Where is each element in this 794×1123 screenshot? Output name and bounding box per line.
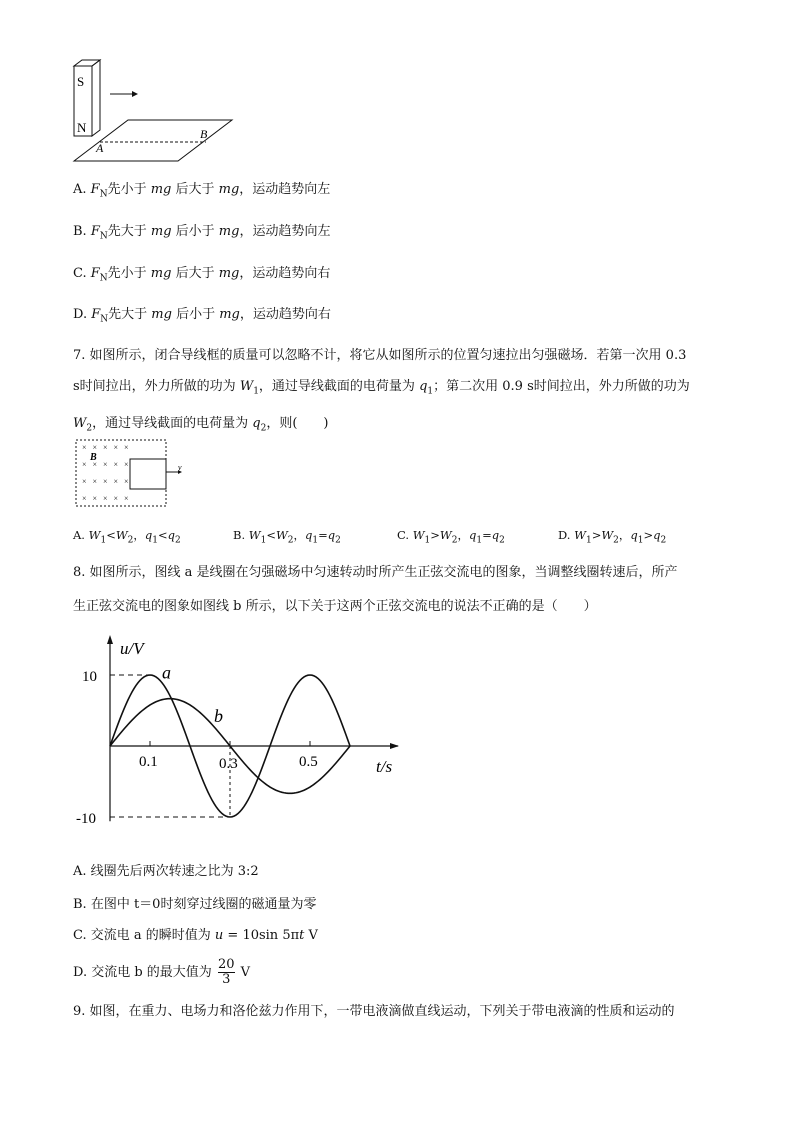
q8-option-c — [73, 924, 318, 943]
q8-option-d-text: D. 交流电 b 的最大值为 — [73, 965, 212, 980]
q8-option-b: B. 在图中 t＝0时刻穿过线圈的磁通量为零 — [73, 897, 317, 912]
unit-v: V — [240, 965, 251, 980]
svg-text:× × × × ×: × × × × × — [82, 477, 129, 486]
q6-option-b: B. $F_N$先大于 mg 后小于 mg，运动趋势向左 — [73, 224, 331, 242]
svg-text:× × × × ×: × × × × × — [82, 443, 129, 452]
q8-option-a: A. 线圈先后两次转速之比为 3:2 — [73, 864, 259, 879]
svg-text:× × × × ×: × × × × × — [82, 460, 129, 469]
q7-line-3: $W_2$，通过导线截面的电荷量为 $q_2$，则( ) — [73, 415, 329, 434]
q6-option-a: A. $F_N$先小于 mg 后大于 mg，运动趋势向左 — [73, 182, 331, 200]
q8-option-d — [73, 958, 250, 987]
question-7 — [73, 340, 733, 444]
svg-text:× × × × ×: × × × × × — [82, 494, 129, 503]
y-tick-label-neg10: -10 — [76, 811, 96, 827]
y-tick-label-10: 10 — [82, 669, 97, 685]
magnetic-field-figure — [74, 438, 189, 510]
q7-option-b: B. $W_1<W_2$，$q_1=q_2$ — [233, 528, 341, 546]
x-axis-label: t/s — [376, 757, 393, 776]
y-axis-arrow — [107, 635, 113, 644]
q6-option-d: D. $F_N$先大于 mg 后小于 mg，运动趋势向右 — [73, 307, 331, 325]
magnet-figure — [70, 58, 250, 168]
series-b-label: b — [214, 705, 223, 726]
x-tick-label-0.5: 0.5 — [299, 754, 318, 770]
q7-option-c: C. $W_1>W_2$，$q_1=q_2$ — [397, 528, 505, 546]
point-a-label: A — [96, 141, 104, 155]
magnet-n-label: N — [77, 120, 87, 135]
magnet-s-label: S — [77, 74, 85, 89]
q7-option-a: A. $W_1<W_2$，$q_1<q_2$ — [73, 528, 181, 546]
q8-line-2: 生正弦交流电的图象如图线 b 所示，以下关于这两个正弦交流电的说法不正确的是（ ） — [73, 599, 597, 614]
q7-line-2: s时间拉出，外力所做的功为 $W_1$，通过导线截面的电荷量为 $q_1$；第二次用 0.9 s时间拉出，外力所做的功为 — [73, 379, 690, 397]
ac-voltage-chart — [70, 632, 410, 832]
y-axis-label: u/V — [120, 639, 144, 658]
q6-option-c: C. $F_N$先小于 mg 后大于 mg，运动趋势向右 — [73, 266, 331, 284]
point-b-label: B — [200, 127, 208, 141]
fraction-20-3: $\frac{20}{3}$ — [217, 957, 235, 987]
q8-line-1: 8. 如图所示，图线 a 是线圈在匀强磁场中匀速转动时所产生正弦交流电的图象，当调整线圈转速后，所产 — [73, 565, 678, 580]
q7-option-d: D. $W_1>W_2$，$q_1>q_2$ — [558, 528, 667, 546]
x-tick-label-0.1: 0.1 — [139, 754, 158, 770]
q7-line-1: 7. 如图所示，闭合导线框的质量可以忽略不计，将它从如图所示的位置匀速拉出匀强磁场．若第一次用 0.3 — [73, 348, 687, 363]
question-8 — [73, 556, 733, 624]
field-b-label: B — [90, 452, 97, 463]
q8-option-c-text: C. 交流电 a 的瞬时值为 u = 10sin 5πt V — [73, 928, 318, 943]
q9-line-1: 9. 如图，在重力、电场力和洛伦兹力作用下，一带电液滴做直线运动，下列关于带电液滴的性质和运动的 — [73, 1004, 675, 1019]
x-tick-label-0.3: 0.3 — [219, 756, 238, 772]
velocity-label: v — [178, 463, 182, 472]
series-a-label: a — [162, 662, 171, 683]
x-axis-arrow — [390, 743, 399, 749]
